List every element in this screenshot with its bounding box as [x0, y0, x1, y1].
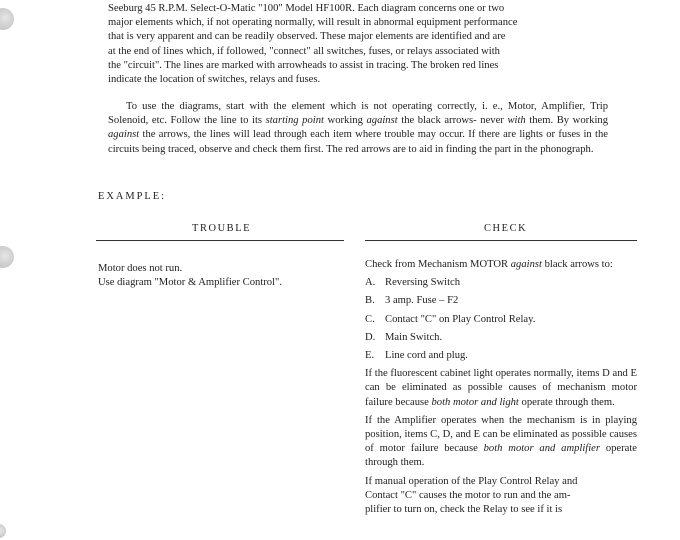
intro-paragraph-2: To use the diagrams, start with the element which is not operating correctly, i. e., Motor, Amplifier, Trip Solenoid, etc. Follow the line to its starting point working against the black arrows- never with them. By working against the arrows, the lines will lead through each item where trouble may occur. If there are lights or fuses in the circuits being traced, observe and check them first. The red arrows are to aid in finding the part in the phonograph. — [108, 101, 608, 155]
example-label: EXAMPLE: — [98, 191, 166, 202]
check-paragraph-light: If the fluorescent cabinet light operates normally, items D and E can be eliminated as possible causes of mechanism motor failure because both motor and light operate through them. — [365, 368, 637, 408]
divider-rule — [365, 240, 637, 241]
list-item: B. 3 amp. Fuse – F2 — [365, 295, 459, 307]
binder-hole — [0, 8, 14, 30]
check-column-heading: CHECK — [484, 223, 528, 234]
intro-line: indicate the location of switches, relays and fuses. — [108, 74, 321, 86]
intro-line: at the end of lines which, if followed, "connect" all switches, fuses, or relays associated with — [108, 45, 500, 57]
check-intro: Check from Mechanism MOTOR against black arrows to: — [365, 259, 613, 270]
check-paragraph-amplifier: If the Amplifier operates when the mechanism is in playing position, items C, D, and E can be eliminated as possible causes of motor failure because both motor and amplifier operate through them. — [365, 414, 637, 469]
trouble-line: Use diagram "Motor & Amplifier Control". — [98, 277, 283, 289]
list-item: D. Main Switch. — [365, 331, 443, 343]
intro-paragraph-1 — [108, 2, 608, 87]
list-item: C. Contact "C" on Play Control Relay. — [365, 313, 536, 325]
trouble-line: Motor does not run. — [98, 263, 183, 274]
intro-line: the "circuit". The lines are marked with arrowheads to assist in tracing. The broken red lines — [108, 59, 499, 71]
list-item: A. Reversing Switch — [365, 277, 461, 289]
list-item: E. Line cord and plug. — [365, 350, 468, 362]
binder-hole — [0, 524, 6, 538]
check-list — [365, 276, 637, 363]
intro-line: that is very apparent and can be readily observed. These major elements are identified and are — [108, 31, 506, 43]
trouble-column-heading: TROUBLE — [192, 223, 252, 234]
intro-line: Seeburg 45 R.P.M. Select-O-Matic "100" Model HF100R. Each diagram concerns one or two — [108, 3, 505, 14]
check-paragraph-relay: If manual operation of the Play Control Relay and Contact "C" causes the motor to run and the am- plifier to turn on, check the Relay to see if it is — [365, 475, 578, 516]
divider-rule — [96, 240, 344, 241]
intro-line: major elements which, if not operating normally, will result in abnormal equipment performance — [108, 17, 518, 29]
trouble-column — [98, 262, 348, 290]
check-column — [365, 258, 637, 517]
binder-hole — [0, 246, 14, 268]
